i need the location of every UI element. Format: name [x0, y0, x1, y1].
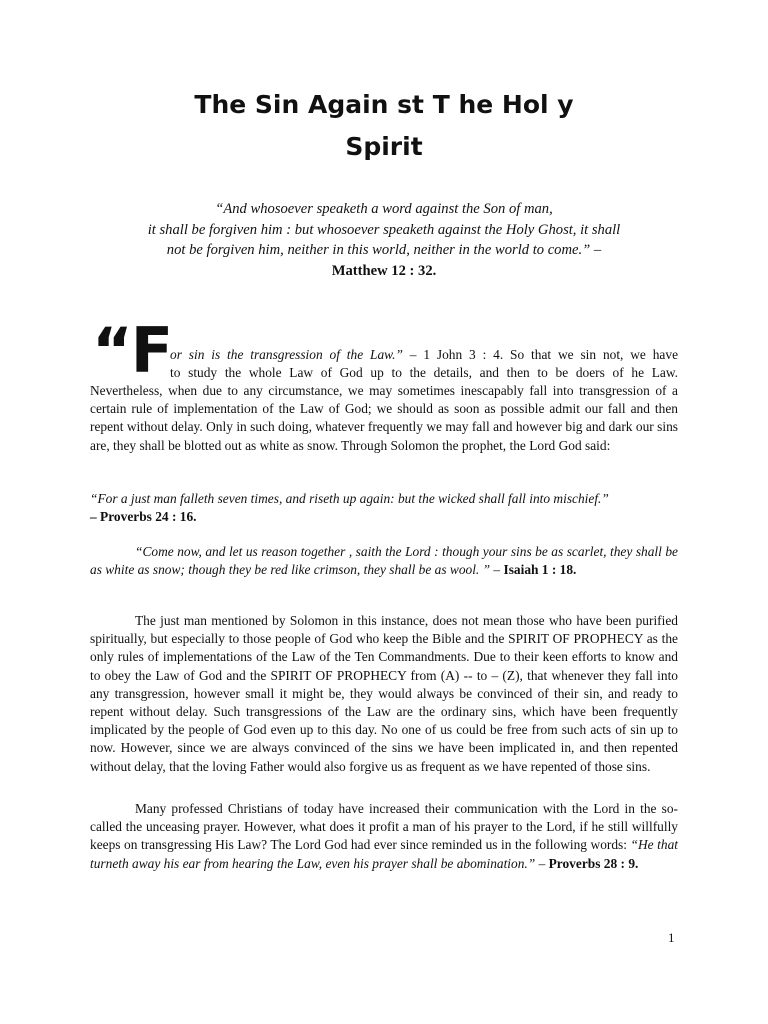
isaiah-quote: “Come now, and let us reason together , saith the Lord : though your sins be as scarlet, they shall be as white as snow; though they be red like crimson, they shall be as wool. ”: [90, 544, 678, 578]
epigraph: [80, 199, 688, 281]
proverbs-28-quote: “He that turneth away his ear from hearing the Law, even his prayer shall be abomination.”: [90, 837, 678, 871]
proverbs-24-quote: “For a just man falleth seven times, and riseth up again: but the wicked shall fall into mischief.”: [90, 491, 609, 506]
paragraph-1-body: Nevertheless, when due to any circumstance, we may sometimes inescapably fall into transgression of a certain rule of implementation of the Law of God; we should as soon as possible admit our fall and then repent without delay. Only in such doing, whatever frequently we may fall and however big and dark our sins are, they shall be blotted out as white as snow. Through Solomon the prophet, the Lord God said:: [90, 383, 678, 453]
paragraph-2: The just man mentioned by Solomon in this instance, does not mean those who have been purified spiritually, but especially to those people of God who keep the Bible and the SPIRIT OF PROPHECY as the only rules of implementations of the Law of the Ten Commandments. Due to their keen efforts to know and to obey the Law of God and the SPIRIT OF PROPHECY from (A) -- to – (Z), that whenever they fall into any transgression, however small it might be, they would always be convinced of their sin, and ready to repent without delay. Such transgressions of the Law are the ordinary sins, which have been frequently implicated by the people of God even up to this day. No one of us could be free from such acts of sin up to now. However, since we are always convinced of the sins we have been implicated in, and then repented without delay, that the loving Father would also forgive us as frequent as we have repented of those sins.: [90, 613, 678, 774]
drop-cap: “F: [92, 314, 172, 387]
paragraph-1-line-1: [170, 346, 678, 364]
first-john-text: – 1 John 3 : 4. So that we sin not, we have: [402, 347, 679, 362]
proverbs-24-quote-block: [90, 490, 678, 526]
proverbs-28-reference: Proverbs 28 : 9.: [548, 855, 639, 871]
isaiah-quote-block: [90, 543, 678, 579]
isaiah-reference: Isaiah 1 : 18.: [503, 562, 577, 578]
epigraph-reference: Matthew 12 : 32.: [331, 262, 437, 279]
paragraph-3: [90, 800, 678, 873]
epigraph-line-1: “And whosoever speaketh a word against the Son of man,: [215, 201, 553, 217]
title-line-2: Spirit: [345, 132, 423, 161]
paragraph-3-text: Many professed Christians of today have increased their communication with the Lord in the so-called the unceasing prayer. However, what does it profit a man of his prayer to the Lord, if he still willfully keeps on transgressing His Law? The Lord God had ever since reminded us in the following words:: [90, 801, 678, 853]
isaiah-dash: –: [490, 562, 501, 578]
proverbs-24-reference: – Proverbs 24 : 16.: [90, 509, 197, 525]
epigraph-line-3: not be forgiven him, neither in this world, neither in the world to come.” –: [166, 242, 602, 258]
first-john-quote: or sin is the transgression of the Law.”: [170, 347, 403, 362]
page-number: 1: [668, 930, 675, 945]
epigraph-line-2: it shall be forgiven him : but whosoever speaketh against the Holy Ghost, it shall: [147, 221, 621, 238]
title-line-1: The Sin Again st T he Hol y: [194, 90, 574, 119]
paragraph-1-line-2: to study the whole Law of God up to the details, and then to be doers of he Law.: [170, 365, 678, 380]
proverbs-28-dash: –: [535, 855, 549, 871]
page-title: [0, 84, 768, 168]
